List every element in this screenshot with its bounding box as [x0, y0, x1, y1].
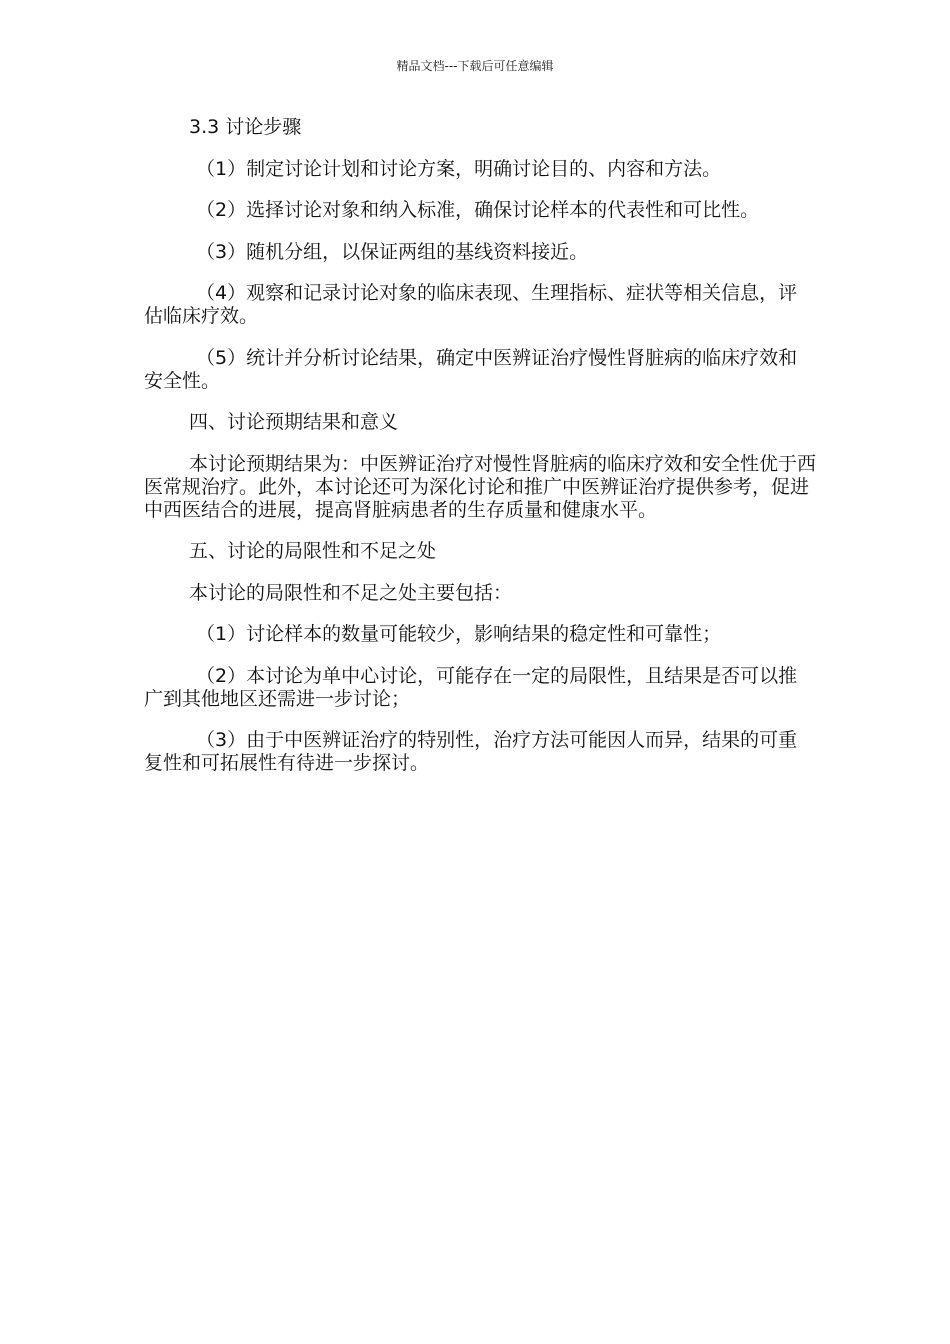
limitation-item-1: （1）讨论样本的数量可能较少，影响结果的稳定性和可靠性；	[196, 623, 722, 645]
limitation-item-2: （2）本讨论为单中心讨论，可能存在一定的局限性，且结果是否可以推广到其他地区还需进一步讨论；	[144, 664, 798, 710]
expected-results-paragraph: 本讨论预期结果为：中医辨证治疗对慢性肾脏病的临床疗效和安全性优于西医常规治疗。此外，本讨论还可为深化讨论和推广中医辨证治疗提供参考，促进中西医结合的进展，提高肾脏病患者的生存质量和健康水平。	[144, 452, 817, 521]
document-body	[144, 116, 816, 794]
step-item-4: （4）观察和记录讨论对象的临床表现、生理指标、症状等相关信息，评估临床疗效。	[144, 282, 798, 327]
step-item-1: （1）制定讨论计划和讨论方案，明确讨论目的、内容和方法。	[196, 157, 722, 180]
step-item-3: （3）随机分组，以保证两组的基线资料接近。	[196, 240, 589, 263]
step-item-2: （2）选择讨论对象和纳入标准，确保讨论样本的代表性和可比性。	[196, 199, 760, 221]
section-heading-limitations: 五、讨论的局限性和不足之处	[189, 540, 437, 562]
section-heading-discussion-steps: 3.3 讨论步骤	[189, 116, 302, 138]
step-item-5: （5）统计并分析讨论结果，确定中医辨证治疗慢性肾脏病的临床疗效和安全性。	[144, 346, 798, 392]
limitations-intro: 本讨论的局限性和不足之处主要包括：	[189, 581, 513, 604]
page-header: 精品文档---下载后可任意编辑	[396, 59, 554, 73]
section-heading-expected-results: 四、讨论预期结果和意义	[189, 411, 399, 433]
limitation-item-3: （3）由于中医辨证治疗的特别性，治疗方法可能因人而异，结果的可重复性和可拓展性有待进一步探讨。	[144, 729, 798, 774]
